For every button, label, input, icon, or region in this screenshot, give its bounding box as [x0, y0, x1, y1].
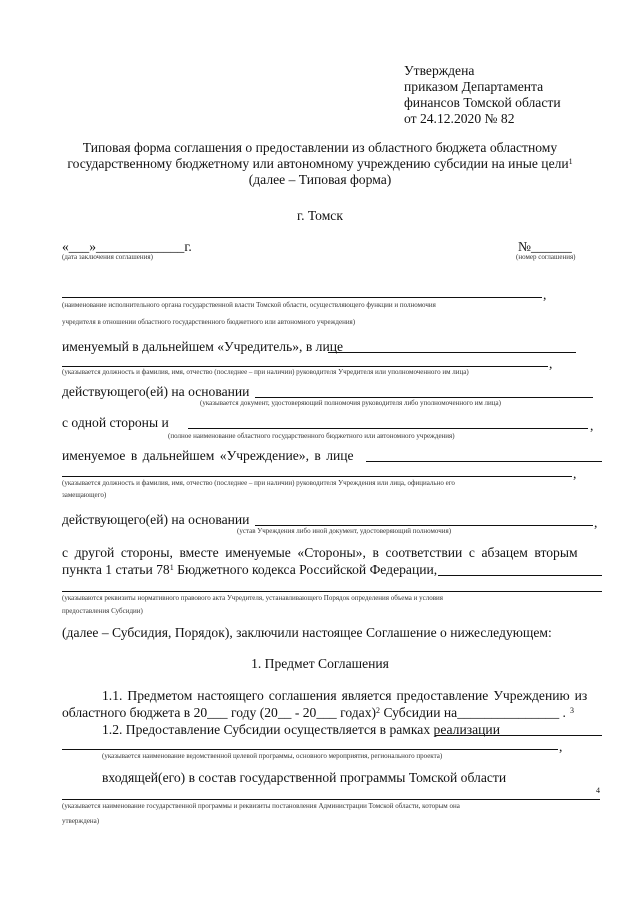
- institution-named: именуемое в дальнейшем «Учреждение», в лице: [62, 448, 354, 463]
- founder-person-line: [328, 352, 576, 353]
- approval-line-4: от 24.12.2020 № 82: [404, 111, 515, 126]
- one-side: с одной стороны и: [62, 415, 169, 430]
- city: г. Томск: [297, 208, 343, 223]
- act-line-2: [62, 591, 602, 592]
- p11-line-2: областного бюджета в 20___ году (20__ - 20___ годах)$^2$ Субсидии на_______________ . $^3$: [62, 705, 574, 720]
- comma: ,: [590, 418, 594, 433]
- comma: ,: [559, 739, 563, 754]
- act-line: [438, 575, 602, 576]
- act-hint-1: (указываются реквизиты нормативного правового акта Учредителя, устанавливающего Порядок определения объема и условия: [62, 594, 443, 602]
- acting-basis-2: действующего(ей) на основании: [62, 512, 250, 527]
- title-line-2: государственному бюджетному или автономному учреждению субсидии на иные цели$^1$: [67, 156, 573, 171]
- footnote-4: 4: [596, 786, 600, 795]
- number-field: №______: [518, 239, 572, 254]
- founder-hint-1: (наименование исполнительного органа государственной власти Томской области, осуществляющего функции и полномочия: [62, 301, 436, 309]
- approval-line-3: финансов Томской области: [404, 95, 561, 110]
- p11-line-1: 1.1. Предметом настоящего соглашения является предоставление Учреждению из: [102, 688, 588, 703]
- p12-line-3: входящей(его) в состав государственной программы Томской области: [102, 770, 507, 785]
- comma: ,: [543, 287, 547, 302]
- founder-person-line-2: [62, 366, 548, 367]
- p12-line-1: 1.2. Предоставление Субсидии осуществляется в рамках реализации: [102, 722, 500, 737]
- institution-person-hint-1: (указывается должность и фамилия, имя, отчество (последнее – при наличии) руководителя Учреждения или лица, официально его: [62, 479, 455, 487]
- acting-basis-2-line: [255, 525, 593, 526]
- acting-basis-1-hint: (указывается документ, удостоверяющий полномочия руководителя либо уполномоченного им лица): [200, 399, 501, 407]
- comma: ,: [573, 466, 577, 481]
- other-side-line-1: с другой стороны, вместе именуемые «Стороны», в соответствии с абзацем вторым: [62, 545, 578, 560]
- approval-line-1: Утверждена: [404, 63, 475, 78]
- acting-basis-1: действующего(ей) на основании: [62, 384, 250, 399]
- one-side-hint: (полное наименование областного государственного бюджетного или автономного учреждения): [168, 432, 455, 440]
- approval-line-2: приказом Департамента: [404, 79, 544, 94]
- comma: ,: [594, 515, 598, 530]
- founder-name-line: [62, 297, 542, 298]
- p12-program-line: [435, 735, 602, 736]
- founder-named: именуемый в дальнейшем «Учредитель», в лице: [62, 339, 344, 354]
- number-hint: (номер соглашения): [516, 253, 576, 261]
- institution-person-line-2: [62, 476, 572, 477]
- p12-hint: (указывается наименование ведомственной целевой программы, основного мероприятия, регионального проекта): [102, 752, 443, 760]
- title-line-3: (далее – Типовая форма): [248, 172, 392, 187]
- p12-hint-2b: утверждена): [62, 817, 100, 825]
- p12-program-line-2: [62, 749, 558, 750]
- institution-person-hint-2: замещающего): [62, 491, 107, 499]
- founder-person-hint: (указывается должность и фамилия, имя, отчество (последнее – при наличии) руководителя Учредителя или уполномоченного им лица): [62, 368, 469, 376]
- act-hint-2: предоставления Субсидии): [62, 607, 143, 615]
- institution-name-line: [188, 428, 588, 429]
- title-line-1: Типовая форма соглашения о предоставлении из областного бюджета областному: [82, 140, 558, 155]
- p12-hint-2a: (указывается наименование государственной программы и реквизиты постановления Администрации Томской области, которым она: [62, 802, 460, 810]
- other-side-line-2: пункта 1 статьи $78^1$ Бюджетного кодекса Российской Федерации,: [62, 562, 438, 577]
- founder-hint-2: учредителя в отношении областного государственного бюджетного или автономного учреждения): [62, 318, 356, 326]
- p12-state-program-line: [62, 799, 600, 800]
- institution-person-line: [366, 461, 602, 462]
- acting-basis-2-hint: (устав Учреждения либо иной документ, удостоверяющий полномочия): [237, 527, 452, 535]
- date-hint: (дата заключения соглашения): [62, 253, 153, 261]
- acting-basis-1-line: [255, 397, 593, 398]
- date-field: «___»_____________г.: [62, 239, 192, 254]
- section-1-heading: 1. Предмет Соглашения: [251, 656, 389, 671]
- concluded: (далее – Субсидия, Порядок), заключили настоящее Соглашение о нижеследующем:: [62, 625, 552, 640]
- comma: ,: [549, 356, 553, 371]
